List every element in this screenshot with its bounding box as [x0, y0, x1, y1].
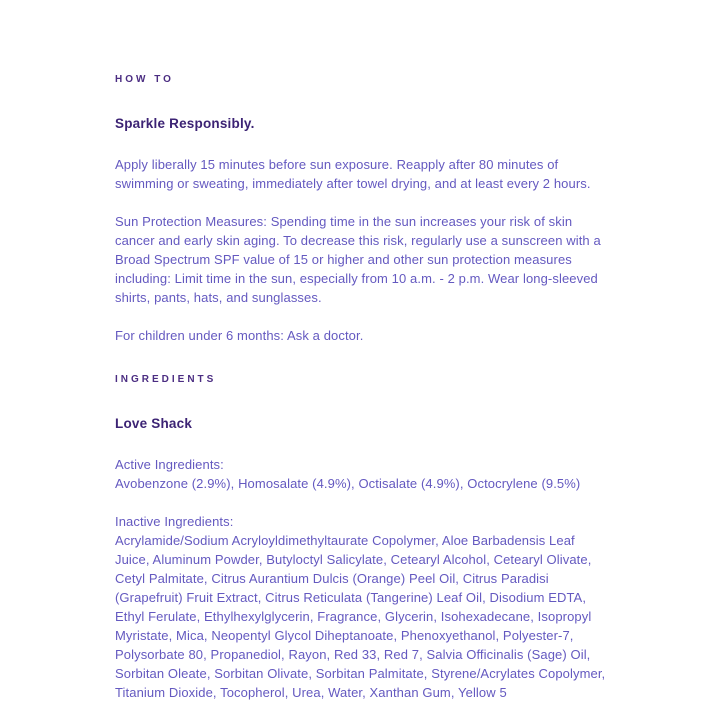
inactive-ingredients-block	[115, 512, 612, 702]
inactive-ingredients-list: Acrylamide/Sodium Acryloyldimethyltaurate Copolymer, Aloe Barbadensis Leaf Juice, Aluminum Powder, Butyloctyl Salicylate, Cetearyl Alcohol, Cetearyl Olivate, Cetyl Palmitate, Citrus Aurantium Dulcis (Orange) Peel Oil, Citrus Paradisi (Grapefruit) Fruit Extract, Citrus Reticulata (Tangerine) Leaf Oil, Disodium EDTA, Ethyl Ferulate, Ethylhexylglycerin, Fragrance, Glycerin, Isohexadecane, Isopropyl Myristate, Mica, Neopentyl Glycol Diheptanoate, Phenoxyethanol, Polyester-7, Polysorbate 80, Propanediol, Rayon, Red 33, Red 7, Salvia Officinalis (Sage) Oil, Sorbitan Oleate, Sorbitan Olivate, Sorbitan Palmitate, Styrene/Acrylates Copolymer, Titanium Dioxide, Tocopherol, Urea, Water, Xanthan Gum, Yellow 5	[115, 533, 606, 700]
sun-protection-measures-paragraph: Sun Protection Measures: Spending time in the sun increases your risk of skin cancer and early skin aging. To decrease this risk, regularly use a sunscreen with a Broad Spectrum SPF value of 15 or higher and other sun protection measures including: Limit time in the sun, especially from 10 a.m. - 2 p.m. Wear long-sleeved shirts, pants, hats, and sunglasses.	[115, 214, 601, 305]
active-ingredients-block	[115, 455, 612, 493]
how-to-title: Sparkle Responsibly.	[115, 116, 255, 131]
ingredients-heading: INGREDIENTS	[115, 374, 217, 385]
active-ingredients-label: Active Ingredients:	[115, 457, 224, 472]
how-to-section	[115, 74, 612, 345]
product-name-title: Love Shack	[115, 416, 193, 431]
how-to-heading: HOW TO	[115, 74, 174, 85]
inactive-ingredients-label: Inactive Ingredients:	[115, 514, 234, 529]
application-instructions-paragraph: Apply liberally 15 minutes before sun exposure. Reapply after 80 minutes of swimming or sweating, immediately after towel drying, and at least every 2 hours.	[115, 157, 591, 191]
children-warning-paragraph: For children under 6 months: Ask a doctor.	[115, 328, 364, 343]
active-ingredients-list: Avobenzone (2.9%), Homosalate (4.9%), Octisalate (4.9%), Octocrylene (9.5%)	[115, 476, 581, 491]
ingredients-section	[115, 374, 612, 702]
